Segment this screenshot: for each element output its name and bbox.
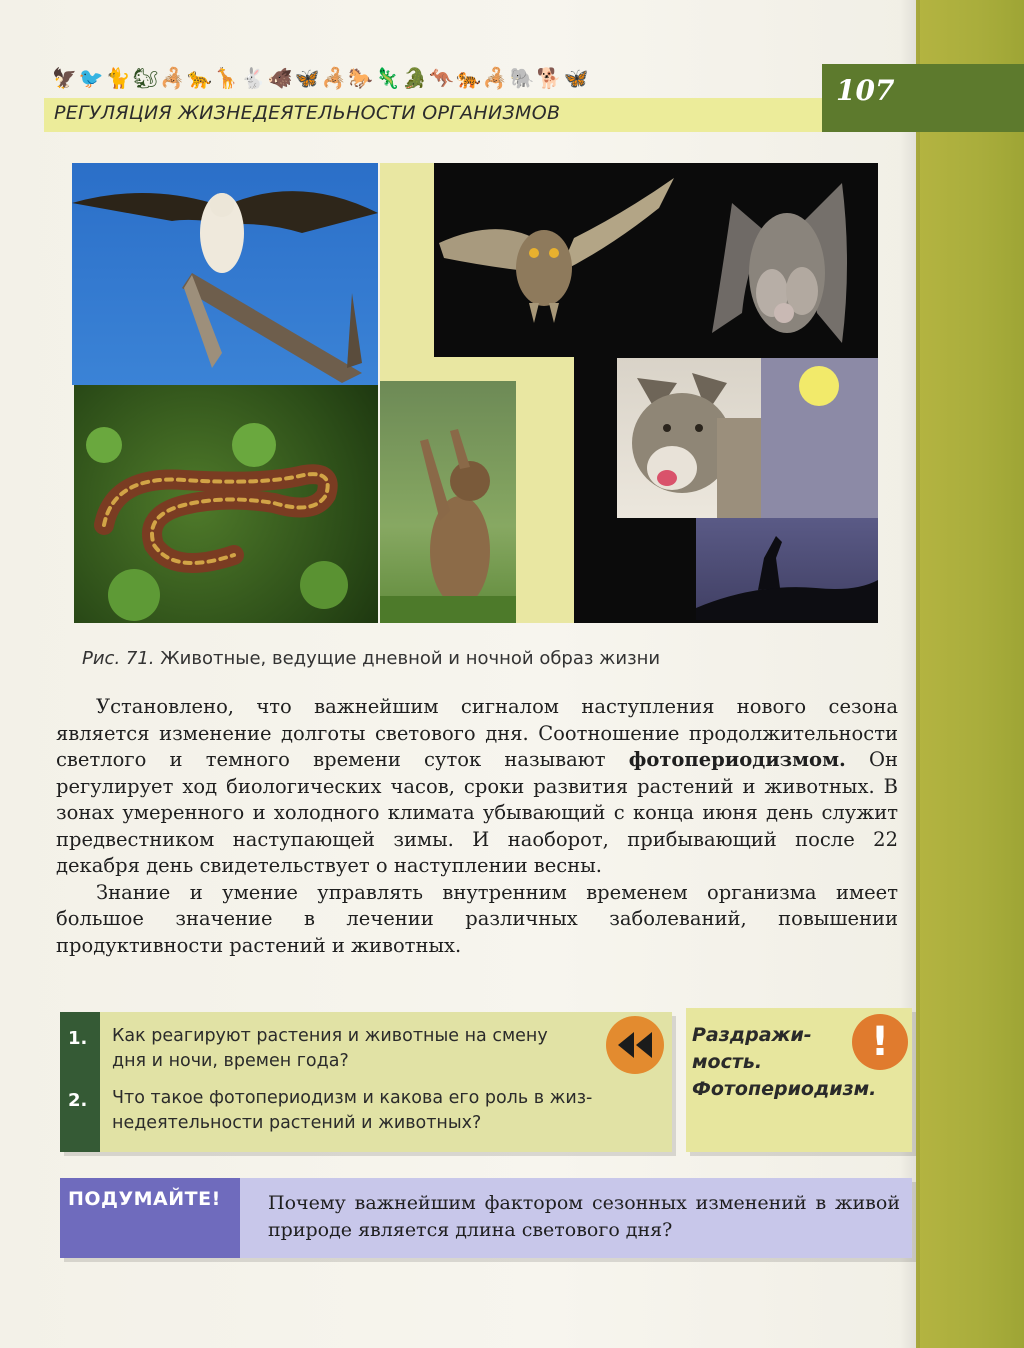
question-2 [112,1086,668,1136]
animal-silhouette-row: 🦅🐦🐈🐿🦂🐆🦒🐇🐗🦋🦂🐎🦎🐊🦘🐅🦂🐘🐕🦋 [52,66,591,90]
think-label-box [60,1178,240,1258]
question-1 [112,1024,602,1074]
think-label: ПОДУМАЙТЕ! [68,1188,221,1210]
wolf-icon [617,358,761,518]
bat-icon [692,163,878,357]
osprey-icon [72,163,378,385]
page-edge-strip [916,0,1024,1348]
key-terms [692,1022,876,1103]
section-title: РЕГУЛЯЦИЯ ЖИЗНЕДЕЯТЕЛЬНОСТИ ОРГАНИЗМОВ [54,102,561,124]
key-term-line-2: мость. [692,1051,763,1073]
paragraph-1 [56,694,898,880]
key-term-line-3: Фотопериодизм. [692,1078,877,1100]
question-2-number: 2. [68,1090,88,1111]
term-photoperiodism: фотопериодизмом. [628,748,846,771]
paragraph-1-start: Установлено, что важнейшим сигналом наступления нового сезона является изменение долготы светового дня. Соотношение продолжительности светлого и темного времени суток называют [56,695,898,771]
key-term-line-1: Раздражи- [692,1024,812,1046]
snake-icon [74,385,378,623]
think-question: Почему важнейшим фактором сезонных изменений в живой природе является длина светового дня? [268,1192,900,1241]
paragraph-2: Знание и умение управлять внутренним временем организма имеет большое значение в лечении различных заболеваний, повышении продуктивности растений и животных. [56,880,898,957]
rewind-icon [606,1016,664,1074]
prairie-dog-icon [380,381,516,623]
page-number: 107 [836,74,895,107]
moon-icon [761,358,878,518]
wolf-photo [617,358,761,518]
question-1-line-1: Как реагируют растения и животные на смену [112,1026,548,1046]
howling-wolf-photo [696,518,878,620]
question-1-line-2: дня и ночи, времен года? [112,1051,349,1071]
night-sky-photo [761,358,878,518]
howling-wolf-icon [696,518,878,620]
owl-icon [434,163,692,357]
figure-caption-prefix: Рис. 71. [82,648,155,669]
question-2-line-1: Что такое фотопериодизм и какова его роль в жиз- [112,1088,593,1108]
owl-photo [434,163,692,357]
question-1-number: 1. [68,1028,88,1049]
figure-caption [82,648,660,669]
bat-photo [692,163,878,357]
body-text [56,694,898,959]
prairie-dog-photo [380,381,516,623]
exclamation-icon: ! [852,1014,908,1070]
figure-caption-text: Животные, ведущие дневной и ночной образ жизни [160,648,661,669]
snake-photo [74,385,378,623]
question-2-line-2: недеятельности растений и животных? [112,1113,482,1133]
osprey-photo [72,163,378,385]
paragraph-1-end: Он регулирует ход биологических часов, сроки развития растений и животных. В зонах умеренного и холодного климата убывающий с конца июня день служит предвестником наступающей зимы. И наоборот, прибывающий после 22 декабря день свидетельствует о наступлении весны. [56,748,898,877]
